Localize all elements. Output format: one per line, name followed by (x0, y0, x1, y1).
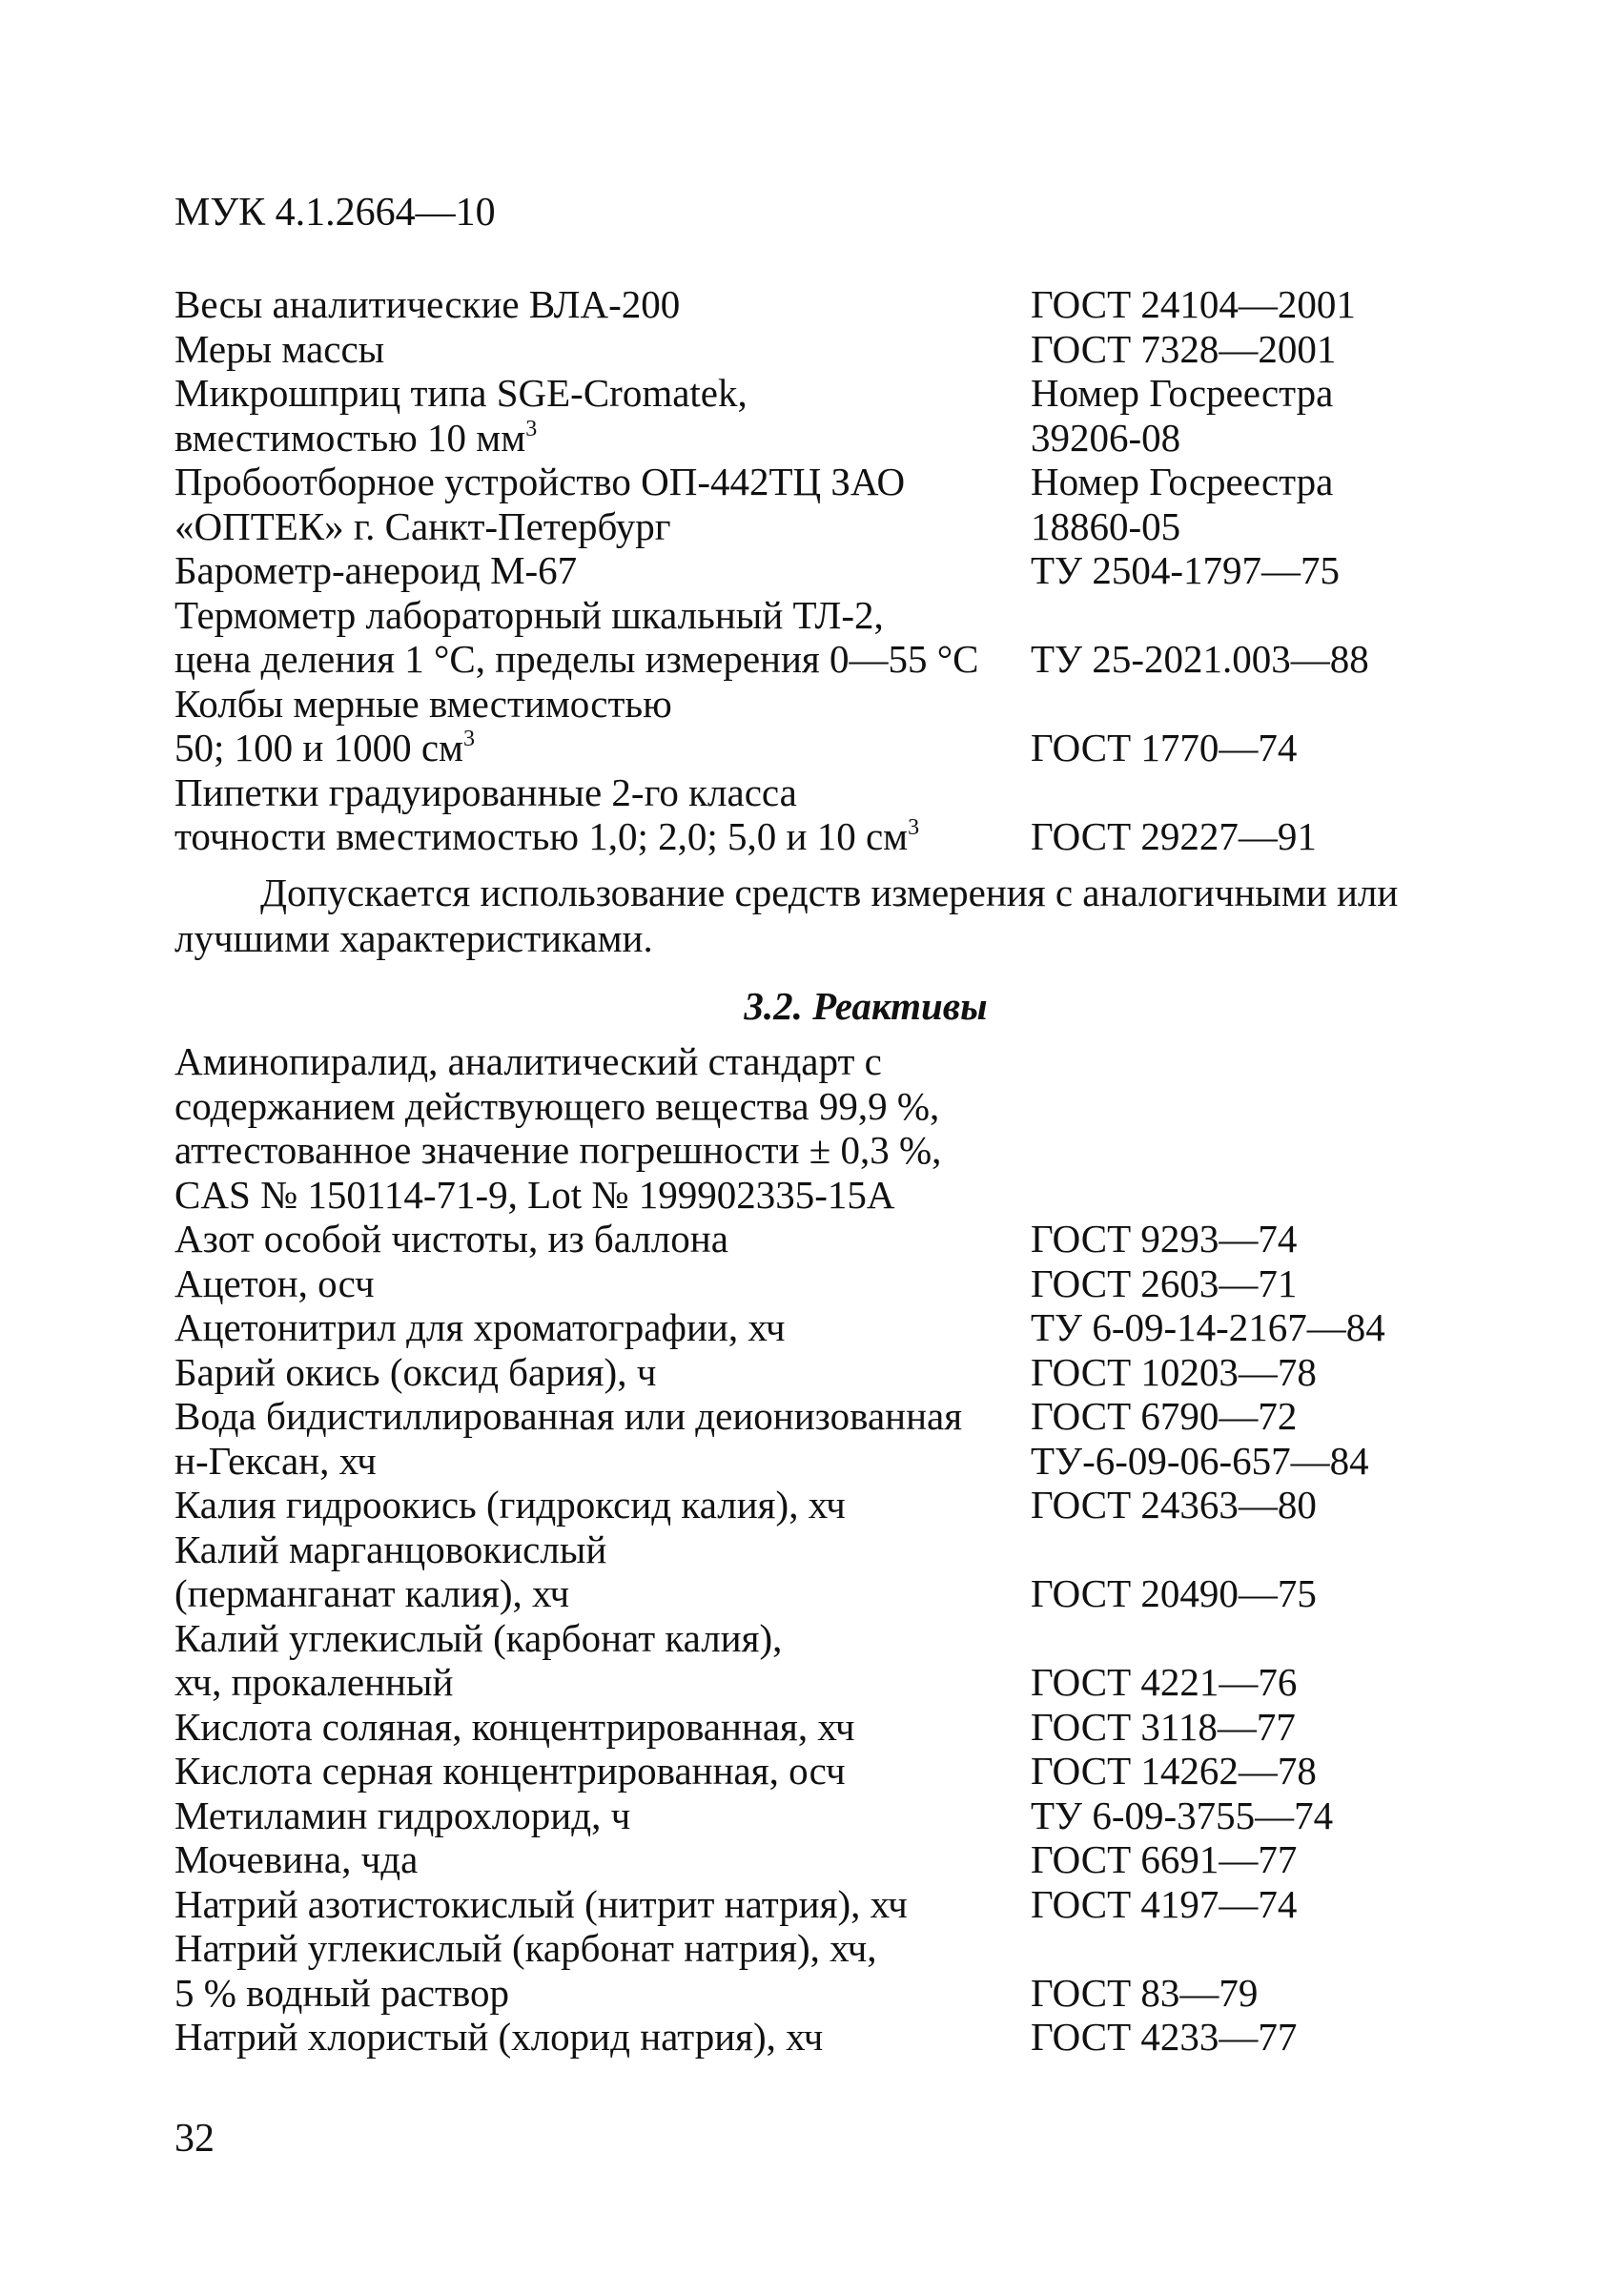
reagent-name: Вода бидистиллированная или деионизованная (174, 1394, 963, 1438)
equipment-row (174, 327, 1414, 372)
reagent-name: Натрий углекислый (карбонат натрия), хч, (174, 1926, 877, 1970)
equipment-row (174, 548, 1414, 593)
reagent-row (174, 1882, 1414, 1927)
reagent-standard: ГОСТ 24363—80 (1031, 1483, 1317, 1527)
reagent-name: Кислота соляная, концентрированная, хч (174, 1704, 855, 1749)
reagent-row (174, 1483, 1414, 1527)
equipment-name: 50; 100 и 1000 $см^3$ (174, 726, 475, 769)
reagent-row (174, 1705, 1414, 1750)
reagent-standard: ТУ 6-09-14-2167—84 (1031, 1305, 1385, 1349)
reagent-row (174, 1173, 1414, 1218)
equivalence-note (174, 870, 1452, 961)
equipment-name: Микрошприц типа SGE-Cromatek, (174, 371, 748, 415)
page-number: 32 (174, 2117, 215, 2161)
reagent-standard: ТУ-6-09-06-657—84 (1031, 1438, 1369, 1483)
reagents-list (174, 1039, 1414, 2060)
equipment-row (174, 371, 1414, 416)
reagent-name: Ацетон, осч (174, 1261, 375, 1305)
reagent-row (174, 1128, 1414, 1173)
reagent-row (174, 1217, 1414, 1261)
equipment-standard: ГОСТ 7328—2001 (1031, 326, 1337, 371)
equipment-list (174, 282, 1414, 859)
equipment-name: Барометр-анероид М-67 (174, 548, 578, 592)
unit-exponent: 3 (908, 815, 920, 840)
reagent-standard: ГОСТ 6691—77 (1031, 1837, 1298, 1881)
reagent-standard: ГОСТ 10203—78 (1031, 1349, 1317, 1394)
equipment-standard: Номер Госреестра (1031, 371, 1334, 415)
reagent-standard: ТУ 6-09-3755—74 (1031, 1793, 1334, 1837)
reagent-row (174, 1971, 1414, 2016)
equipment-name: Весы аналитические ВЛА-200 (174, 282, 681, 326)
equipment-name: Пипетки градуированные 2-го класса (174, 769, 797, 814)
reagent-name: хч, прокаленный (174, 1660, 454, 1704)
reagent-standard: ГОСТ 14262—78 (1031, 1749, 1317, 1793)
reagent-row (174, 1660, 1414, 1705)
reagent-name: Кислота серная концентрированная, осч (174, 1749, 846, 1793)
reagent-name: аттестованное значение погрешности ± 0,3 %, (174, 1128, 942, 1172)
reagent-standard: ГОСТ 6790—72 (1031, 1394, 1298, 1438)
reagent-standard: ГОСТ 4221—76 (1031, 1660, 1298, 1704)
reagent-standard: ГОСТ 20490—75 (1031, 1571, 1317, 1615)
reagent-standard: ГОСТ 4233—77 (1031, 2015, 1298, 2059)
equipment-name: точности вместимостью 1,0; 2,0; 5,0 и 10 $см^3$ (174, 814, 920, 858)
equipment-row (174, 282, 1414, 327)
equipment-row (174, 416, 1414, 461)
equipment-name: вместимостью 10 $мм^3$ (174, 415, 538, 460)
reagent-name: CAS № 150114-71-9, Lot № 199902335-15A (174, 1172, 895, 1217)
equipment-row (174, 726, 1414, 770)
equipment-standard: ГОСТ 24104—2001 (1031, 282, 1356, 326)
reagent-row (174, 1926, 1414, 1971)
equipment-name: Термометр лабораторный шкальный ТЛ-2, (174, 592, 884, 637)
section-heading-reagents (0, 984, 1598, 1028)
unit-exponent: 3 (525, 416, 538, 441)
reagent-row (174, 1261, 1414, 1306)
section-title: 3.2. Реактивы (744, 984, 988, 1028)
reagent-name: Барий окись (оксид бария), ч (174, 1349, 657, 1394)
reagent-standard: ГОСТ 4197—74 (1031, 1881, 1298, 1926)
reagent-standard: ГОСТ 83—79 (1031, 1970, 1259, 2015)
equipment-row (174, 637, 1414, 682)
reagent-row (174, 1350, 1414, 1395)
equipment-row (174, 814, 1414, 859)
reagent-name: 5 % водный раствор (174, 1970, 509, 2015)
reagent-row (174, 2015, 1414, 2060)
equipment-name: Меры массы (174, 326, 385, 371)
equipment-row (174, 504, 1414, 549)
reagent-name: Аминопиралид, аналитический стандарт с (174, 1039, 882, 1083)
equipment-standard: Номер Госреестра (1031, 460, 1334, 503)
equipment-name: Пробоотборное устройство ОП-442ТЦ ЗАО (174, 460, 906, 503)
document-header-code: МУК 4.1.2664—10 (174, 191, 496, 235)
reagent-name: Калия гидроокись (гидроксид калия), хч (174, 1483, 846, 1527)
equipment-name: Колбы мерные вместимостью (174, 681, 672, 726)
equipment-standard: ГОСТ 29227—91 (1031, 814, 1317, 858)
reagent-standard: ГОСТ 3118—77 (1031, 1704, 1296, 1749)
reagent-standard: ГОСТ 9293—74 (1031, 1217, 1298, 1261)
reagent-name: Калий углекислый (карбонат калия), (174, 1615, 783, 1660)
reagent-row (174, 1837, 1414, 1882)
reagent-row (174, 1571, 1414, 1616)
reagent-name: Азот особой чистоты, из баллона (174, 1217, 728, 1261)
equipment-name: цена деления 1 °С, пределы измерения 0—55 °С (174, 637, 979, 681)
reagent-name: Натрий хлористый (хлорид натрия), хч (174, 2015, 824, 2059)
equipment-name: «ОПТЕК» г. Санкт-Петербург (174, 503, 671, 548)
equipment-row (174, 770, 1414, 815)
equipment-standard: ТУ 25-2021.003—88 (1031, 637, 1369, 681)
reagent-row (174, 1439, 1414, 1484)
reagent-row (174, 1394, 1414, 1439)
equipment-standard: 18860-05 (1031, 503, 1181, 548)
reagent-row (174, 1794, 1414, 1838)
reagent-name: (перманганат калия), хч (174, 1571, 570, 1615)
reagent-row (174, 1616, 1414, 1661)
reagent-name: содержанием действующего вещества 99,9 %, (174, 1083, 940, 1128)
reagent-name: Метиламин гидрохлорид, ч (174, 1793, 631, 1837)
reagent-row (174, 1527, 1414, 1572)
equipment-row (174, 682, 1414, 727)
note-line-2: лучшими характеристиками. (174, 916, 653, 960)
reagent-name: н-Гексан, хч (174, 1438, 377, 1483)
equipment-standard: ГОСТ 1770—74 (1031, 726, 1298, 769)
unit-exponent: 3 (462, 727, 475, 751)
reagent-row (174, 1305, 1414, 1350)
reagent-row (174, 1084, 1414, 1129)
equipment-row (174, 593, 1414, 638)
note-line-1: Допускается использование средств измерения с аналогичными или (260, 871, 1399, 914)
equipment-standard: 39206-08 (1031, 415, 1181, 460)
equipment-standard: ТУ 2504-1797—75 (1031, 548, 1340, 592)
reagent-row (174, 1749, 1414, 1794)
reagent-name: Калий марганцовокислый (174, 1527, 607, 1571)
reagent-standard: ГОСТ 2603—71 (1031, 1261, 1298, 1305)
reagent-name: Ацетонитрил для хроматографии, хч (174, 1305, 786, 1349)
reagent-name: Натрий азотистокислый (нитрит натрия), хч (174, 1881, 908, 1926)
reagent-name: Мочевина, чда (174, 1837, 419, 1881)
equipment-row (174, 460, 1414, 504)
reagent-row (174, 1039, 1414, 1084)
